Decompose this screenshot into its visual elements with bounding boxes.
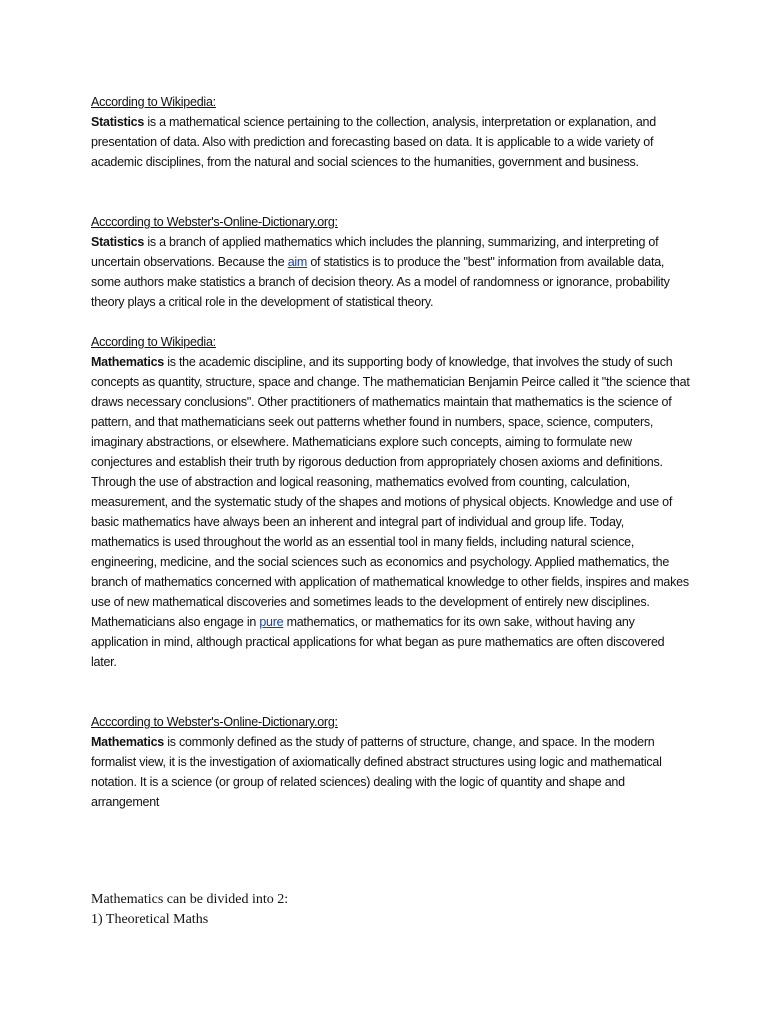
section-webster-statistics	[91, 212, 691, 312]
paragraph	[91, 732, 691, 812]
paragraph	[91, 232, 691, 312]
defined-term: Statistics	[91, 115, 145, 129]
paragraph	[91, 352, 691, 472]
paragraph	[91, 112, 691, 172]
section-wikipedia-mathematics	[91, 332, 691, 672]
section-heading: According to Wikipedia:	[91, 335, 216, 349]
paragraph-text: is a branch of applied mathematics which includes the planning, summarizing, and interpreting of uncertain observations. Because the	[91, 235, 659, 269]
paragraph-text: is commonly defined as the study of patterns of structure, change, and space. In the modern formalist view, it is the investigation of axiomatically defined abstract structures using logic and mathematical notation. It is a science (or group of related sciences) dealing with the logic of quantity and shape and arrangement	[91, 735, 662, 809]
paragraph-text: is a mathematical science pertaining to the collection, analysis, interpretation or explanation, and presentation of data. Also with prediction and forecasting based on data. It is applicable to a wide variety of academic disciplines, from the natural and social sciences to the humanities, government and business.	[91, 115, 656, 169]
pure-link[interactable]: pure	[259, 615, 284, 629]
paragraph-text: Through the use of abstraction and logical reasoning, mathematics evolved from counting, calculation, measurement, and the systematic study of the shapes and motions of physical objects. Knowledge and use of basic mathematics have always been an inherent and integral part of individual and group life. Today, mathematics is used throughout the world as an essential tool in many fields, including natural science, engineering, medicine, and the social sciences such as economics and psychology. Applied mathematics, the branch of mathematics concerned with application of mathematical knowledge to other fields, inspires and makes use of new mathematical discoveries and sometimes leads to the development of entirely new disciplines. Mathematicians also engage in	[91, 475, 689, 629]
section-webster-mathematics	[91, 712, 691, 812]
defined-term: Mathematics	[91, 735, 164, 749]
section-heading: According to Wikipedia:	[91, 95, 216, 109]
paragraph-text: mathematics, or mathematics for its own sake, without having any application in mind, although practical applications for what began as pure mathematics are often discovered later.	[91, 615, 665, 669]
defined-term: Statistics	[91, 235, 145, 249]
divisions-item-1: 1) Theoretical Maths	[91, 912, 209, 927]
defined-term: Mathematics	[91, 355, 164, 369]
aim-link[interactable]: aim	[287, 255, 308, 269]
divisions-intro: Mathematics can be divided into 2:	[91, 892, 289, 907]
divisions-note	[91, 890, 691, 930]
paragraph-text: of statistics is to produce the "best" information from available data, some authors make statistics a branch of decision theory. As a model of randomness or ignorance, probability theory plays a critical role in the development of statistical theory.	[91, 255, 670, 309]
paragraph-text: is the academic discipline, and its supporting body of knowledge, that involves the study of such concepts as quantity, structure, space and change. The mathematician Benjamin Peirce called it "the science that draws necessary conclusions". Other practitioners of mathematics maintain that mathematics is the science of pattern, and that mathematicians seek out patterns whether found in numbers, space, science, computers, imaginary abstractions, or elsewhere. Mathematicians explore such concepts, aiming to formulate new conjectures and establish their truth by rigorous deduction from appropriately chosen axioms and definitions.	[91, 355, 690, 469]
section-heading: Acccording to Webster's-Online-Dictionary.org:	[91, 715, 338, 729]
section-wikipedia-statistics	[91, 92, 691, 172]
paragraph	[91, 472, 691, 672]
section-heading: Acccording to Webster's-Online-Dictionary.org:	[91, 215, 338, 229]
